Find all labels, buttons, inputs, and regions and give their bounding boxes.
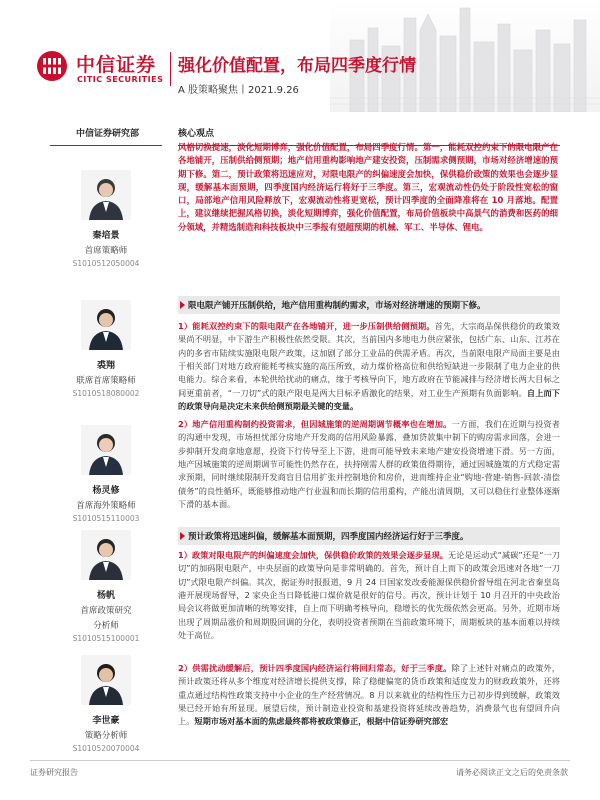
paragraph: [178, 320, 560, 413]
analyst-cert-number: S1010515100001: [72, 634, 140, 643]
sidebar: [50, 118, 162, 146]
section-title: 核心观点: [178, 118, 560, 146]
report-title: 强化价值配置，布局四季度行情: [178, 56, 416, 76]
analyst-role: 策略分析师: [84, 731, 128, 741]
analyst-role: 首席政策研究: [80, 606, 132, 616]
paragraph-body: 首先，大宗商品保供稳价的政策效果尚不明显，中下游生产积极性依然受限。其次，当前国内多地电力供应紧张，包括广东、山东、江苏在内的多省市陆续实施限电限产政策，这加剧了部分工业品的供需矛盾。再次，当前限电限产局面主要是由于相关部门对地方政府能耗考核实施的高压所致，动力煤价格高位和供给短缺进一步限制了电力企业的供电能力。综合来看，本轮供给扰动的痛点，缘于考核导向下，地方政府在节能减排与经济增长两大目标之间更重前者，“一刀切”式的限产限电是两大目标矛盾激化的结果，对工业生产预期有负面影响。: [178, 321, 560, 398]
paragraph-lead: 1）能耗双控约束下的限电限产在各地铺开，进一步压制供给侧预期。: [178, 321, 435, 331]
analyst-name: 杨帆: [96, 591, 115, 601]
report-header: [0, 0, 600, 112]
analyst-photo-icon: [81, 300, 131, 350]
paragraph: [178, 418, 560, 511]
department-label: 中信证券研究部: [50, 118, 162, 146]
paragraph-body: 无论是运动式“减碳”还是“一刀切”的加码限电限产，中央层面的政策导向是非常明确的。首先，预计自上而下的政策会迅速对各地“一刀切”式限电限产纠偏。其次，据证券时报报道，9 月 24 日国家发改委能源保供稳价督导组在河北省秦皇岛港开展现场督导，2 家央企当日降低港口煤价就是很好的信号。再次，预计计划于 10 月召开的中央政治局会议将做更加清晰的统筹安排，自上而下明确考核导向，稳增长的优先级依然会更高。另外，近期市场出现了周期品涨价和周期股回调的分化，表明投资者预期在当前政策环境下，周期板块的基本面难以持续处于高位。: [178, 550, 560, 641]
analyst-card: [50, 170, 162, 268]
footer-divider: [30, 760, 570, 761]
analyst-role: 联席首席策略师: [76, 376, 136, 386]
analyst-name: 秦培景: [92, 231, 120, 241]
analyst-cert-number: S1010515110003: [72, 514, 140, 523]
analyst-cert-number: S1010518080002: [72, 389, 140, 398]
analyst-cert-number: S1010520070004: [72, 744, 140, 753]
brand-name-en: CITIC SECURITIES: [77, 75, 164, 84]
brand-name-cn: 中信证券: [76, 54, 157, 76]
citic-logo-icon: [36, 50, 68, 82]
analyst-name: 李世豪: [92, 716, 120, 726]
block-heading: 限电限产铺开压制供给，地产信用重构制约需求，市场对经济增速的预期下修。: [178, 296, 560, 314]
analyst-card: [50, 425, 162, 523]
analyst-photo-icon: [81, 655, 131, 705]
analyst-photo-icon: [81, 530, 131, 580]
paragraph-lead: 2）地产信用重构制约投资需求，但因城施策的逆周期调节概率也在增加。: [178, 419, 452, 429]
analyst-name: 裘翔: [96, 361, 115, 371]
paragraph-body: 除了上述针对痛点的政策外，预计政策还将从多个维度对经济增长提供支撑，除了稳健偏宽的货币政策和适度发力的财政政策外，还将重点通过结构性政策支持中小企业的生产经营情况。8 月以来就业的结构性压力已初步得到缓解，政策效果已经开始有所显现。展望后续，预计制造业投资和基建投资将延续改善趋势，消费景气也有望回升向上。: [178, 663, 560, 727]
paragraph: [178, 662, 560, 729]
analyst-cert-number: S1010512050004: [72, 259, 140, 268]
analyst-card: [50, 300, 162, 398]
report-subtitle: A 股策略聚焦丨2021.9.26: [178, 85, 299, 96]
analyst-card: [50, 530, 162, 643]
header-divider: [170, 52, 171, 86]
analyst-role: 首席策略师: [84, 246, 128, 256]
analyst-photo-icon: [81, 170, 131, 220]
footer-disclaimer: 请务必阅读正文之后的免责条款: [456, 768, 568, 777]
paragraph-body: 一方面，我们在近期与投资者的沟通中发现，市场担忧部分房地产开发商的信用风险暴露，叠加贷款集中制下的购房需求回落，会进一步抑制开发商拿地意愿，投资下行传导至上下游，进而可能导致未来地产建安投资增速下滑。另一方面，地产因城施策的逆周期调节可能性仍然存在，扶持刚需人群的政策值得期待，通过因城施策的方式稳定需求预期，同时继续限制开发商盲目信用扩张并控制地价和房价，进而维持企业“购地-营建-销售-回款-清偿债务”的良性循环，既能够推动地产行业温和而长期的信用重构，产能出清周期，又可以稳住行业整体逐渐下滑的基本面。: [178, 419, 560, 510]
paragraph: [178, 549, 560, 642]
analyst-role: 首席海外策略师: [76, 501, 136, 511]
analyst-name: 杨灵修: [92, 486, 120, 496]
footer-report-type: 证券研究报告: [30, 768, 78, 777]
analyst-photo-icon: [81, 425, 131, 475]
paragraph-lead: 2）供需扰动缓解后，预计四季度国内经济运行将回归常态，好于三季度。: [178, 663, 452, 673]
key-points-summary: 风格切换提速，淡化短期博弈，强化价值配置，布局四季度行情。第一，能耗双控约束下的限电限产在各地铺开，压制供给侧预期；地产信用重构影响地产建安投资，压制需求侧预期，市场对经济增速的预期下修。第二，预计政策将迅速应对，对限电限产的纠偏速度会加快，保供稳价政策的效果也会逐步显现，缓解基本面预期，四季度国内经济运行将好于三季度。第三，宏观流动性仍处于阶段性宽松的窗口，局部地产信用风险释放下，宏观流动性将更宽松，预计四季度的全面降准将在 10 月落地。配置上，建议继续把握风格切换，淡化短期博弈，强化价值配置，布局价值板块中高景气的消费和医药的细分领域，并精选制造和科技板块中三季报有望超预期的机械、军工、半导体、锂电。: [178, 142, 558, 232]
block-heading: 预计政策将迅速纠偏，缓解基本面预期，四季度国内经济运行好于三季度。: [178, 527, 560, 545]
paragraph-emphasis: 短期市场对基本面的焦虑最终都将被政策修正，根据中信证券研究部宏: [194, 716, 449, 727]
analyst-card: [50, 655, 162, 753]
paragraph-emphasis: 自上而下的政策导向是决定未来供给侧预期最关键的变量。: [178, 387, 560, 412]
paragraph-lead: 1）政策对限电限产的纠偏速度会加快，保供稳价政策的效果会逐步显现。: [178, 550, 449, 560]
analyst-role-line2: 分析师: [93, 621, 119, 631]
